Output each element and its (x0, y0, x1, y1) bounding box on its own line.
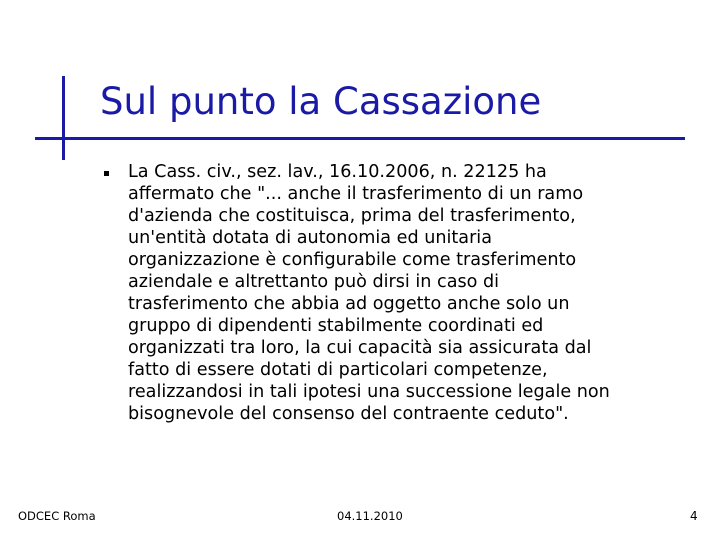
title-vertical-rule (62, 76, 65, 160)
title-horizontal-rule (35, 137, 685, 140)
slide-body-text: La Cass. civ., sez. lav., 16.10.2006, n. 22125 ha affermato che "... anche il trasferimento di un ramo d'azienda che costituisca, prima del trasferimento, un'entità dotata di autonomia ed unitaria organizzazione è configurabile come trasferimento aziendale e altrettanto può dirsi in caso di trasferimento che abbia ad oggetto anche solo un gruppo di dipendenti stabilmente coordinati ed organizzati tra loro, la cui capacità sia assicurata dal fatto di essere dotati di particolari competenze, realizzandosi in tali ipotesi una successione legale non bisognevole del consenso del contraente ceduto". (128, 162, 610, 424)
footer-date: 04.11.2010 (337, 509, 403, 523)
page-number: 4 (690, 509, 698, 523)
slide-title: Sul punto la Cassazione (100, 80, 542, 123)
footer-organization: ODCEC Roma (18, 509, 96, 523)
bullet-icon (104, 171, 109, 176)
